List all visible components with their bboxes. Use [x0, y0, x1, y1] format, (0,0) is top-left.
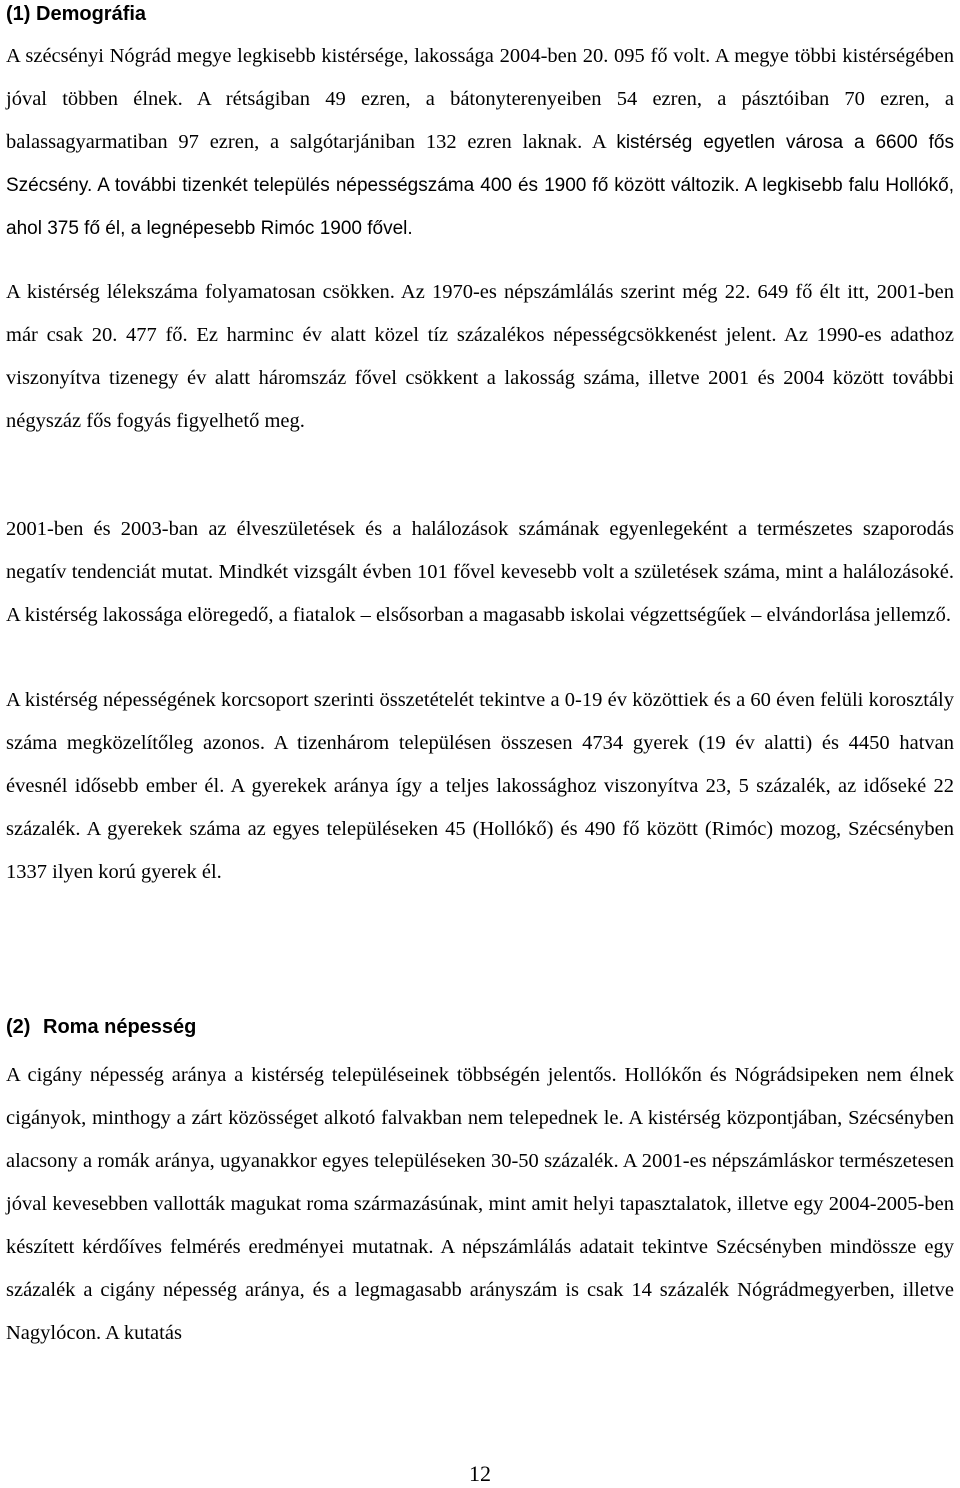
- section-heading-text: Roma népesség: [43, 1016, 197, 1038]
- paragraph-text-sans-smallest-village: A legkisebb falu Hollókő, ahol 375 fő él, a legnépesebb Rimóc 1900 fővel.: [6, 175, 954, 239]
- paragraph-roma-population: [6, 1054, 954, 1355]
- paragraph-text-sans: kistérség egyetlen városa a 6600 fős Szécsény. A további tizenkét település népességszáma 400 és 1900 fő között változik.: [6, 132, 955, 196]
- paragraph-population-decline: [6, 271, 954, 443]
- section-heading-roma: [6, 1015, 196, 1039]
- page-number: 12: [469, 1461, 491, 1486]
- paragraph-natural-growth: [6, 508, 954, 637]
- section-heading-text: (1) Demográfia: [6, 3, 147, 25]
- paragraph-population-overview: [6, 35, 954, 250]
- paragraph-text: A kistérség lélekszáma folyamatosan csökken. Az 1970-es népszámlálás szerint még 22. 649 fő élt itt, 2001-ben már csak 20. 477 fő. Ez harminc év alatt közel tíz százalékos népességcsökkenést jelent. Az 1990-es adathoz viszonyítva tizenegy év alatt háromszáz fővel csökkent a lakosság száma, illetve 2001 és 2004 között további négyszáz fős fogyás figyelhető meg.: [6, 281, 954, 432]
- paragraph-text: A kistérség népességének korcsoport szerinti összetételét tekintve a 0-19 év közöttiek és a 60 éven felüli korosztály száma megközelítőleg azonos. A tizenhárom településen összesen 4734 gyerek (19 év alatti) és 4450 hatvan évesnél idősebb ember él. A gyerekek aránya így a teljes lakossághoz viszonyítva 23, 5 százalék, az időseké 22 százalék. A gyerekek száma az egyes településeken 45 (Hollókő) és 490 fő között (Rimóc) mozog, Szécsényben 1337 ilyen korú gyerek él.: [6, 689, 954, 883]
- paragraph-text: A cigány népesség aránya a kistérség településeinek többségén jelentős. Hollókőn és Nógrádsipeken nem élnek cigányok, minthogy a zárt közösséget alkotó falvakban nem telepednek le. A kistérség központjában, Szécsényben alacsony a romák aránya, ugyanakkor egyes településeken 30-50 százalék. A 2001-es népszámláskor természetesen jóval kevesebben vallották magukat roma származásúnak, mint amit helyi tapasztalatok, illetve egy 2004-2005-ben készített kérdőíves felmérés eredményei mutatnak. A népszámlálás adatait tekintve Szécsényben mindössze egy százalék a cigány népesség aránya, és a legmagasabb arányszám is csak 14 százalék Nógrádmegyerben, illetve Nagylócon. A kutatás: [6, 1064, 954, 1344]
- section-heading-demografia: [6, 2, 146, 26]
- paragraph-text: 2001-ben és 2003-ban az élveszületések és a halálozások számának egyenlegeként a természetes szaporodás negatív tendenciát mutat. Mindkét vizsgált évben 101 fővel kevesebb volt a születések száma, mint a halálozásoké. A kistérség lakossága elöregedő, a fiatalok – elsősorban a magasabb iskolai végzettségűek – elvándorlása jellemző.: [6, 518, 954, 626]
- section-heading-number: (2): [6, 1016, 31, 1038]
- paragraph-age-structure: [6, 679, 954, 894]
- paragraph-text: A szécsényi Nógrád megye legkisebb kistérsége, lakossága 2004-ben 20. 095 fő volt. A megye többi kistérségében jóval többen élnek. A rétságiban 49 ezren, a bátonyterenyeiben 54 ezren, a pásztóiban 70 ezren, a balassagyarmatiban 97 ezren, a salgótarjániban 132 ezren laknak. A: [6, 45, 954, 153]
